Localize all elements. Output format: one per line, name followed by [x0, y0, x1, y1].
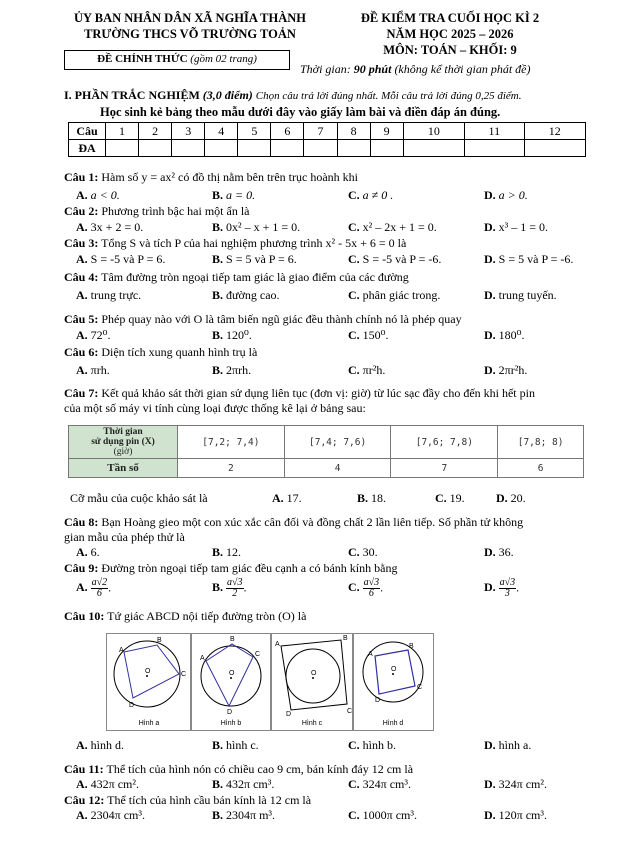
question-3	[64, 236, 406, 251]
option-b	[212, 545, 241, 560]
fraction-denominator: 2	[232, 588, 238, 599]
option-text: 6.	[90, 545, 100, 559]
official-note: (gồm 02 trang)	[190, 53, 257, 65]
figure-c-diagram	[271, 634, 353, 716]
option-text: 324π cm².	[498, 777, 547, 791]
option-text: S = 5 và P = 6.	[226, 252, 297, 266]
option-text: S = -5 và P = -6.	[362, 252, 442, 266]
option-text: 1000π cm³.	[362, 808, 417, 822]
option-letter: C.	[348, 288, 360, 302]
question-label: Câu 3:	[64, 236, 99, 250]
answer-table-row-numbers	[69, 123, 586, 140]
option-text: 3x + 2 = 0.	[90, 220, 144, 234]
option-letter: C.	[348, 188, 360, 202]
option-letter: D.	[484, 188, 496, 202]
question-2	[64, 204, 250, 219]
answer-cell-number: 11	[465, 123, 524, 140]
option-text: 150⁰.	[362, 328, 389, 342]
fraction-denominator: 6	[368, 588, 374, 599]
answer-cell-number: 5	[238, 123, 271, 140]
answer-cell-blank	[403, 140, 464, 157]
survey-interval: [7,6; 7,8)	[391, 426, 498, 459]
option-b	[212, 738, 259, 753]
option-d: D. $\frac{a√3}{3}$ .	[484, 577, 520, 599]
question-6	[64, 345, 257, 360]
option-text: a > 0.	[498, 188, 528, 202]
option-letter: D.	[484, 580, 496, 595]
option-letter: C.	[348, 328, 360, 342]
option-letter: B.	[212, 545, 224, 559]
option-d	[484, 808, 547, 823]
figure-c	[270, 633, 354, 731]
option-c	[348, 738, 396, 753]
option-letter: D.	[484, 363, 496, 377]
survey-frequency: 6	[498, 459, 584, 478]
answer-cell-blank	[139, 140, 172, 157]
option-letter: A.	[76, 738, 88, 752]
vertex-label: A	[119, 647, 124, 654]
option-letter: B.	[212, 738, 224, 752]
vertex-label: D	[227, 709, 233, 716]
option-a	[76, 777, 139, 792]
survey-header-line3: (giờ)	[113, 447, 133, 457]
option-b	[212, 288, 280, 303]
option-letter: A.	[76, 188, 88, 202]
option-b	[212, 328, 252, 343]
option-d	[484, 363, 527, 378]
answer-cell-number: 7	[304, 123, 337, 140]
vertex-label: C	[255, 651, 261, 658]
option-text: πr²h.	[362, 363, 386, 377]
option-letter: B.	[212, 777, 224, 791]
question-label: Câu 12:	[64, 793, 105, 807]
question-label: Câu 6:	[64, 345, 99, 359]
option-text: 19.	[449, 491, 465, 505]
vertex-label: C	[181, 671, 187, 678]
figure-caption: Hình d	[382, 720, 404, 727]
option-text: trung tuyến.	[498, 288, 557, 302]
option-letter: C.	[348, 363, 360, 377]
center-label: O	[391, 666, 397, 673]
question-text: Phương trình bậc hai một ẩn là	[101, 204, 250, 218]
answer-cell-number: 4	[205, 123, 238, 140]
official-label: ĐỀ CHÍNH THỨC	[97, 53, 188, 65]
vertex-label: B	[409, 643, 414, 650]
option-b	[212, 188, 255, 203]
option-c	[348, 777, 411, 792]
answer-cell-number: 2	[139, 123, 172, 140]
survey-frequency: 4	[284, 459, 391, 478]
option-text: 324π cm³.	[362, 777, 411, 791]
survey-row-frequency	[69, 459, 584, 478]
question-text: Thể tích của hình nón có chiều cao 9 cm, bán kính đáy 12 cm là	[106, 762, 414, 776]
question-label: Câu 8:	[64, 515, 99, 529]
center-point	[312, 677, 314, 679]
figure-b-diagram	[191, 634, 271, 716]
option-text: 18.	[371, 491, 387, 505]
option-text: 30.	[362, 545, 378, 559]
question-7-line2: của một số máy vi tính cùng loại được thống kê lại ở bảng sau:	[64, 401, 366, 415]
option-letter: A.	[76, 252, 88, 266]
question-text: Thể tích của hình cầu bán kính là 12 cm là	[107, 793, 312, 807]
survey-header-line2: sử dụng pin (X)	[91, 437, 155, 447]
option-letter: A.	[76, 220, 88, 234]
option-letter: B.	[212, 188, 224, 202]
answer-cell-number: 10	[403, 123, 464, 140]
school-name: TRƯỜNG THCS VÕ TRƯỜNG TOẢN	[84, 27, 296, 41]
question-label: Câu 7:	[64, 386, 99, 400]
option-b	[357, 491, 386, 506]
option-text: a < 0.	[90, 188, 120, 202]
option-c	[348, 545, 378, 560]
option-letter: A.	[272, 491, 284, 505]
figure-a-diagram	[107, 634, 191, 714]
survey-row-intervals	[69, 426, 584, 459]
question-label: Câu 9:	[64, 561, 99, 575]
option-c	[435, 491, 465, 506]
option-letter: D.	[484, 808, 496, 822]
option-text: 180⁰.	[498, 328, 525, 342]
vertex-label: C	[347, 708, 353, 715]
fraction-numerator: a√3	[227, 577, 243, 588]
option-text: 72⁰.	[90, 328, 111, 342]
figure-b	[190, 633, 272, 731]
option-text: 2πrh.	[226, 363, 252, 377]
option-d	[484, 252, 573, 267]
option-letter: A.	[76, 363, 88, 377]
answer-cell-blank	[271, 140, 304, 157]
option-text: hình b.	[362, 738, 397, 752]
figure-caption: Hình a	[138, 720, 160, 727]
option-b	[212, 808, 275, 823]
fraction-numerator: a√2	[91, 577, 108, 588]
figure-a	[106, 633, 192, 731]
option-letter: D.	[484, 220, 496, 234]
question-text: Tâm đường tròn ngoại tiếp tam giác là giao điểm của các đường	[101, 270, 409, 284]
option-letter: C.	[348, 252, 360, 266]
option-letter: C.	[435, 491, 447, 505]
option-text: S = 5 và P = -6.	[498, 252, 574, 266]
option-text: đường cao.	[226, 288, 280, 302]
option-letter: C.	[348, 777, 360, 791]
survey-frequency: 2	[178, 459, 285, 478]
vertex-label: B	[343, 635, 348, 642]
option-a	[76, 738, 124, 753]
answer-cell-number: 1	[106, 123, 139, 140]
fraction-numerator: a√3	[499, 577, 516, 588]
answer-table-label-da: ĐA	[69, 140, 106, 157]
option-letter: C.	[348, 220, 360, 234]
section-points: (3,0 điểm)	[202, 88, 253, 102]
option-letter: D.	[484, 288, 496, 302]
survey-header-cell	[69, 426, 178, 459]
vertex-label: D	[129, 702, 135, 709]
option-d	[484, 328, 524, 343]
time-value: 90 phút	[353, 62, 392, 76]
question-text: Phép quay nào với O là tâm biến ngũ giác đều thành chính nó là phép quay	[101, 312, 462, 326]
option-a	[272, 491, 302, 506]
vertex-label: A	[275, 641, 280, 648]
question-4	[64, 270, 409, 285]
option-letter: A.	[76, 328, 88, 342]
option-c	[348, 808, 417, 823]
option-text: 0x² – x + 1 = 0.	[226, 220, 301, 234]
option-letter: B.	[212, 220, 224, 234]
section-instruction: Chọn câu trả lời đúng nhất. Mỗi câu trả lời đúng 0,25 điểm.	[255, 90, 522, 102]
center-point	[392, 673, 394, 675]
question-label: Câu 11:	[64, 762, 104, 776]
option-d	[484, 545, 514, 560]
option-letter: C.	[348, 580, 360, 595]
option-text: phân giác trong.	[362, 288, 441, 302]
option-b	[212, 252, 297, 267]
figure-d-diagram	[353, 634, 433, 714]
question-7-stem: Cỡ mẫu của cuộc khảo sát là	[70, 491, 208, 505]
subject-grade: MÔN: TOÁN – KHỐI: 9	[383, 43, 517, 57]
option-text: x³ – 1 = 0.	[498, 220, 549, 234]
answer-cell-blank	[106, 140, 139, 157]
answer-cell-blank	[370, 140, 403, 157]
figure-d	[352, 633, 434, 731]
option-letter: B.	[212, 808, 224, 822]
answer-cell-number: 9	[370, 123, 403, 140]
option-a: A. $\frac{a√2}{6}$ .	[76, 577, 112, 599]
survey-interval: [7,4; 7,6)	[284, 426, 391, 459]
survey-header-line1: Thời gian	[103, 427, 143, 437]
option-letter: D.	[484, 777, 496, 791]
option-text: 12.	[226, 545, 242, 559]
option-d	[484, 220, 548, 235]
option-c	[348, 220, 437, 235]
question-text: Tứ giác ABCD nội tiếp đường tròn (O) là	[107, 609, 307, 623]
option-a	[76, 252, 165, 267]
question-label: Câu 4:	[64, 270, 99, 284]
option-b	[212, 363, 251, 378]
option-c	[348, 188, 393, 203]
question-label: Câu 5:	[64, 312, 99, 326]
figure-caption: Hình b	[220, 720, 242, 727]
option-letter: B.	[212, 363, 224, 377]
time-label: Thời gian:	[300, 62, 351, 76]
fraction-numerator: a√3	[363, 577, 380, 588]
option-text: 2304π m³.	[226, 808, 276, 822]
option-text: 120π cm³.	[498, 808, 547, 822]
answer-table	[68, 122, 586, 157]
survey-freq-label: Tần số	[69, 459, 178, 478]
option-text: trung trực.	[90, 288, 142, 302]
answer-cell-blank	[172, 140, 205, 157]
option-text: x² – 2x + 1 = 0.	[362, 220, 437, 234]
question-text: Bạn Hoàng gieo một con xúc xắc cân đối và đồng chất 2 lần liên tiếp. Số phần tử không	[101, 515, 524, 529]
vertex-label: B	[230, 636, 235, 643]
answer-cell-blank	[337, 140, 370, 157]
question-7	[64, 386, 535, 401]
option-text: 432π cm².	[90, 777, 139, 791]
option-c	[348, 252, 441, 267]
option-d	[484, 738, 531, 753]
option-a	[76, 288, 141, 303]
option-d	[496, 491, 526, 506]
option-letter: A.	[76, 288, 88, 302]
center-label: O	[145, 668, 151, 675]
survey-frequency: 7	[391, 459, 498, 478]
option-a	[76, 188, 120, 203]
question-text: Đường tròn ngoại tiếp tam giác đều cạnh a có bánh kính bằng	[101, 561, 398, 575]
center-point	[146, 675, 148, 677]
option-d	[484, 777, 547, 792]
question-text: Tổng S và tích P của hai nghiệm phương trình x² - 5x + 6 = 0 là	[101, 236, 407, 250]
option-c	[348, 328, 388, 343]
option-text: 36.	[498, 545, 514, 559]
official-box	[64, 50, 290, 70]
question-label: Câu 1:	[64, 170, 99, 184]
option-b	[212, 777, 274, 792]
question-text: Hàm số y = ax² có đồ thị nằm bên trên trục hoành khi	[101, 170, 358, 184]
option-letter: D.	[484, 738, 496, 752]
question-label: Câu 10:	[64, 609, 105, 623]
option-a	[76, 363, 110, 378]
option-letter: D.	[496, 491, 508, 505]
option-b	[212, 220, 300, 235]
answer-cell-number: 3	[172, 123, 205, 140]
option-letter: B.	[212, 252, 224, 266]
option-text: 120⁰.	[226, 328, 252, 342]
option-letter: D.	[484, 545, 496, 559]
question-11	[64, 762, 413, 777]
question-1	[64, 170, 358, 185]
answer-cell-blank	[238, 140, 271, 157]
option-b: B. $\frac{a√3}{2}$ .	[212, 577, 247, 599]
option-letter: B.	[212, 580, 224, 595]
vertex-label: A	[200, 655, 205, 662]
option-a	[76, 328, 110, 343]
vertex-label: D	[286, 711, 292, 716]
answer-cell-number: 6	[271, 123, 304, 140]
question-text: Kết quả khảo sát thời gian sử dụng liên tục (đơn vị: giờ) từ lúc sạc đầy cho đến khi hết pin	[101, 386, 535, 400]
option-c: C. $\frac{a√3}{6}$ .	[348, 577, 384, 599]
authority-name: ỦY BAN NHÂN DÂN XÃ NGHĨA THÀNH	[74, 11, 306, 25]
survey-table	[68, 425, 584, 478]
option-text: πrh.	[90, 363, 110, 377]
center-label: O	[229, 670, 235, 677]
option-text: hình d.	[90, 738, 125, 752]
question-text: Diện tích xung quanh hình trụ là	[101, 345, 258, 359]
option-text: 17.	[286, 491, 302, 505]
option-text: S = -5 và P = 6.	[90, 252, 166, 266]
figure-caption: Hình c	[301, 720, 323, 727]
option-text: 2πr²h.	[498, 363, 528, 377]
question-8-line2: gian mẫu của phép thử là	[64, 530, 185, 544]
option-a	[76, 545, 100, 560]
option-c	[348, 363, 385, 378]
option-d	[484, 288, 557, 303]
vertex-label: C	[417, 684, 423, 691]
answer-table-row-answers	[69, 140, 586, 157]
survey-interval: [7,8; 8)	[498, 426, 584, 459]
table-instruction: Học sinh kẻ bảng theo mẫu dưới đây vào giấy làm bài và điền đáp án đúng.	[100, 105, 501, 119]
option-a	[76, 808, 145, 823]
vertex-label: B	[157, 637, 162, 644]
option-text: 432π cm³.	[226, 777, 275, 791]
option-letter: D.	[484, 328, 496, 342]
option-letter: C.	[348, 738, 360, 752]
answer-table-label-cau: Câu	[69, 123, 106, 140]
vertex-label: D	[375, 697, 381, 704]
option-letter: A.	[76, 545, 88, 559]
section-title: I. PHẦN TRẮC NGHIỆM	[64, 88, 200, 102]
option-text: a ≠ 0 .	[362, 188, 394, 202]
question-label: Câu 2:	[64, 204, 99, 218]
answer-cell-number: 8	[337, 123, 370, 140]
question-9	[64, 561, 397, 576]
option-text: hình a.	[498, 738, 532, 752]
center-label: O	[311, 670, 317, 677]
option-text: 2304π cm³.	[90, 808, 145, 822]
fraction-denominator: 6	[96, 588, 102, 599]
option-letter: C.	[348, 808, 360, 822]
answer-cell-number: 12	[524, 123, 586, 140]
option-letter: B.	[357, 491, 369, 505]
option-text: hình c.	[226, 738, 259, 752]
question-8	[64, 515, 523, 530]
option-letter: A.	[76, 777, 88, 791]
center-point	[230, 677, 232, 679]
question-12	[64, 793, 311, 808]
exam-time	[300, 62, 530, 77]
option-letter: A.	[76, 808, 88, 822]
question-5	[64, 312, 462, 327]
answer-cell-blank	[524, 140, 586, 157]
fraction-denominator: 3	[504, 588, 510, 599]
exam-title: ĐỀ KIỂM TRA CUỐI HỌC KÌ 2	[360, 11, 540, 25]
section-title-line	[64, 88, 521, 103]
question-10	[64, 609, 306, 624]
answer-cell-blank	[304, 140, 337, 157]
option-a	[76, 220, 143, 235]
option-letter: D.	[484, 252, 496, 266]
option-text: 20.	[510, 491, 526, 505]
option-letter: B.	[212, 328, 224, 342]
option-d	[484, 188, 528, 203]
option-letter: B.	[212, 288, 224, 302]
survey-interval: [7,2; 7,4)	[178, 426, 285, 459]
option-c	[348, 288, 440, 303]
school-year: NĂM HỌC 2025 – 2026	[386, 27, 514, 41]
vertex-label: A	[368, 651, 373, 658]
answer-cell-blank	[205, 140, 238, 157]
option-letter: A.	[76, 580, 88, 595]
option-text: a = 0.	[226, 188, 256, 202]
time-note: (không kể thời gian phát đề)	[394, 62, 531, 76]
option-letter: C.	[348, 545, 360, 559]
answer-cell-blank	[465, 140, 524, 157]
